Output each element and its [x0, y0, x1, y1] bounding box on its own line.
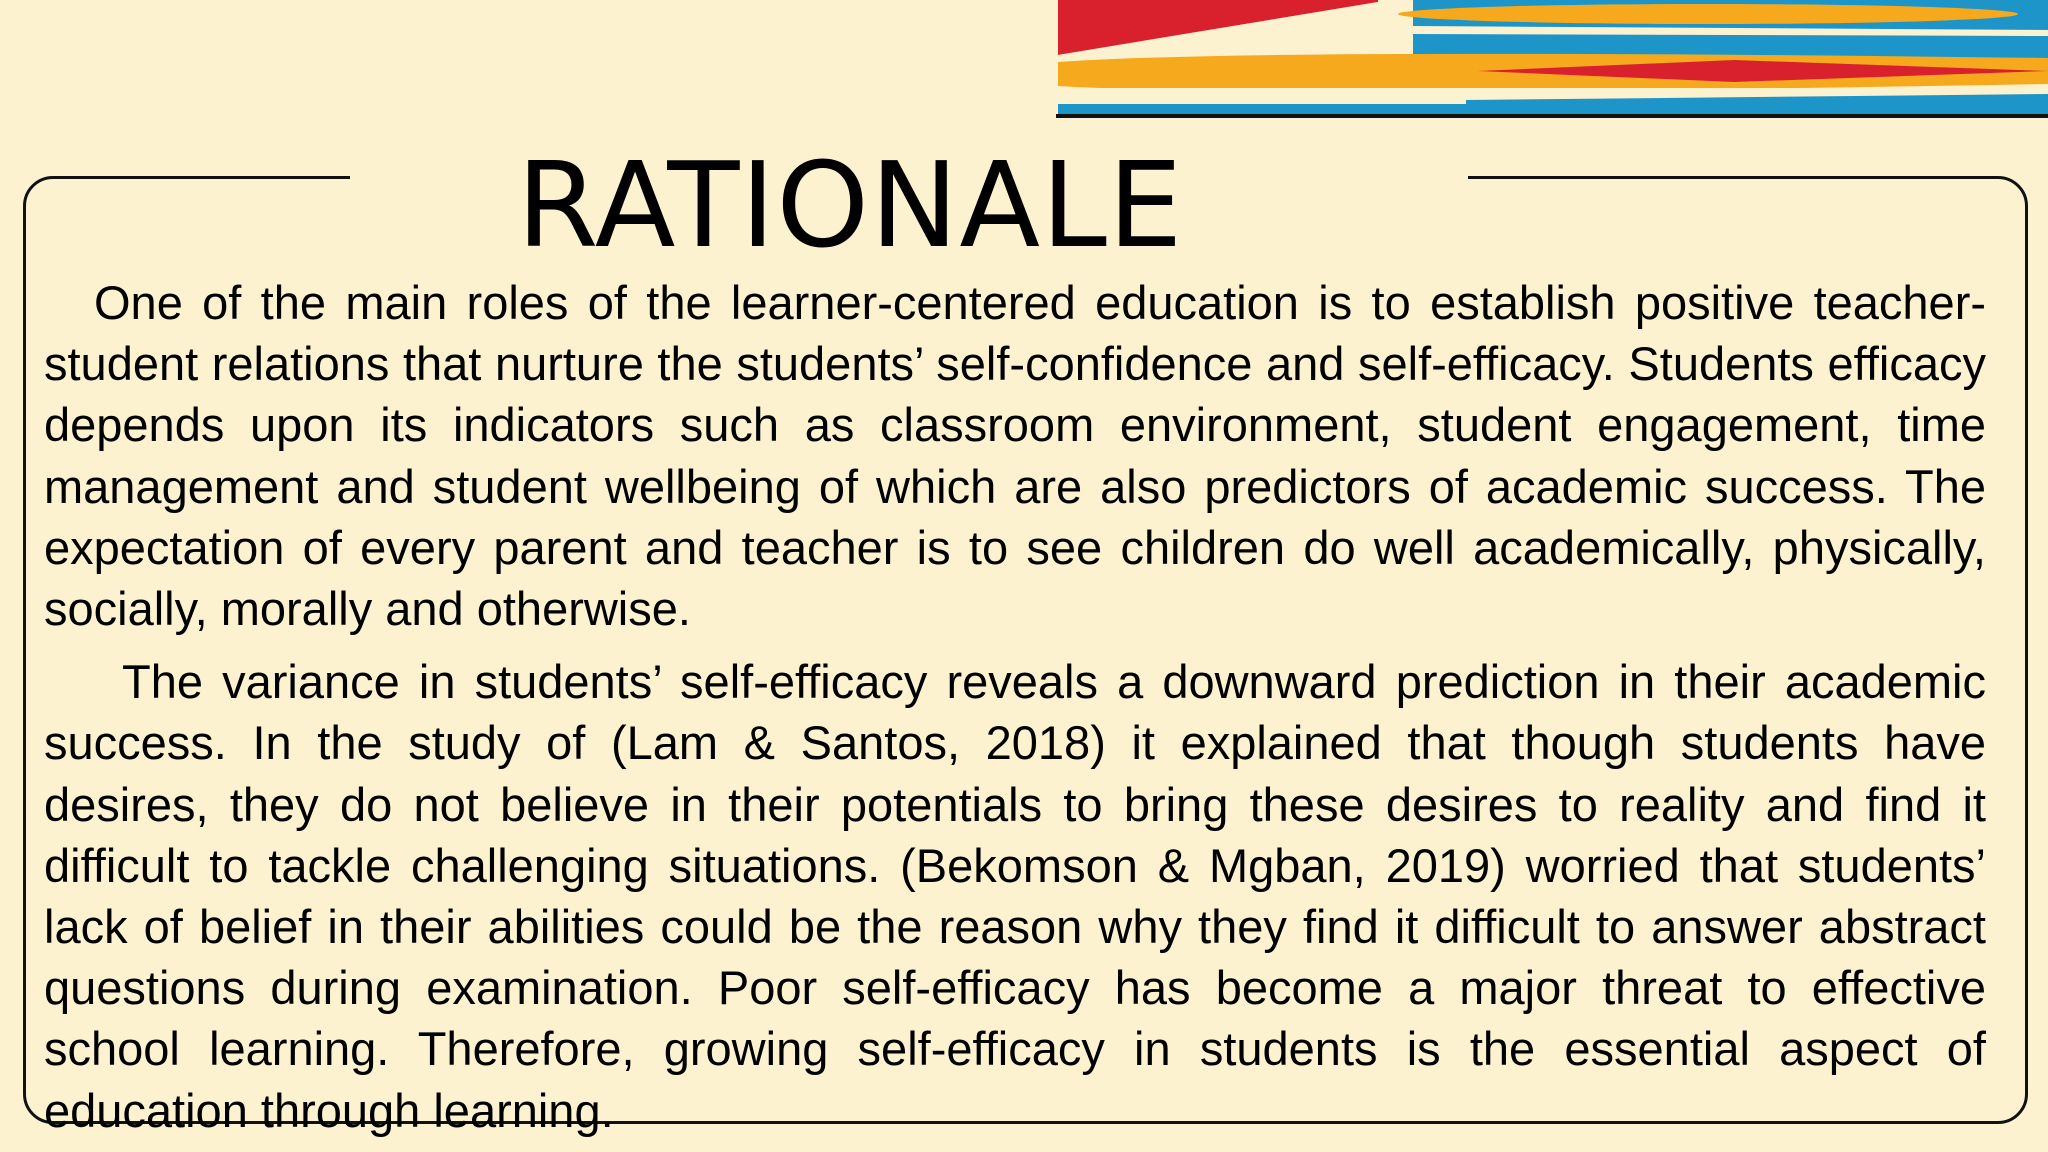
paragraph-1: One of the main roles of the learner-centered education is to establish positive teacher-student relations that nurture the students’ self-confidence and self-efficacy. Students efficacy depends upon its indicators such as classroom environment, student engagement, time management and student wellbeing of which are also predictors of academic success. The expectation of every parent and teacher is to see children do well academically, physically, socially, morally and otherwise.: [44, 276, 1986, 636]
decorative-banner-graphic: [1058, 0, 2048, 118]
paragraph-2: The variance in students’ self-efficacy reveals a downward prediction in their academic success. In the study of (Lam & Santos, 2018) it explained that though students have desires, they do not believe in their potentials to bring these desires to reality and find it difficult to tackle challenging situations. (Bekomson & Mgban, 2019) worried that students’ lack of belief in their abilities could be the reason why they find it difficult to answer abstract questions during examination. Poor self-efficacy has become a major threat to effective school learning. Therefore, growing self-efficacy in students is the essential aspect of education through learning.: [44, 655, 1986, 1137]
decorative-banner: [1058, 0, 2048, 118]
banner-underline: [1056, 114, 2048, 118]
rationale-body: [44, 272, 1986, 1141]
slide-title: RATIONALE: [516, 136, 1184, 274]
